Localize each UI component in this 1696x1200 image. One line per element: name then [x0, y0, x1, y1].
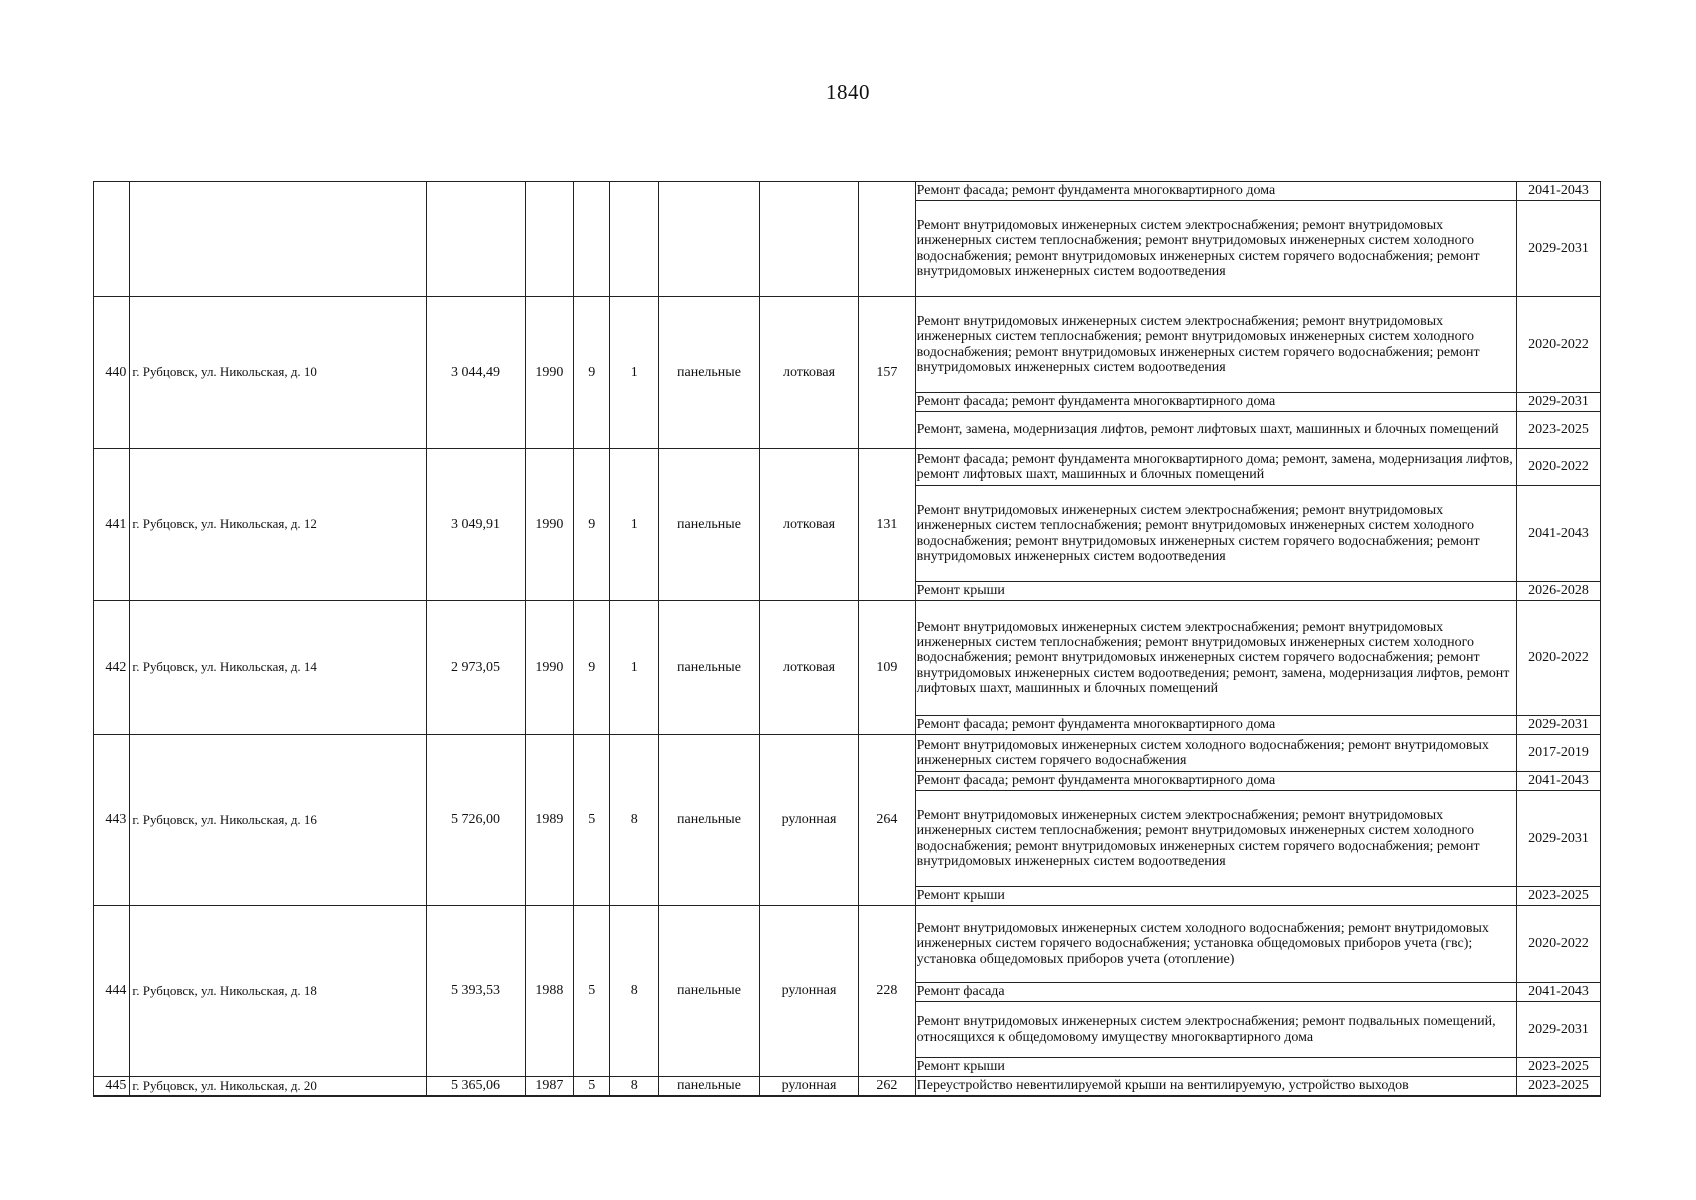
- table-row: [94, 182, 1601, 201]
- table-row: [94, 735, 1601, 772]
- repair-works-cell: Ремонт крыши: [915, 887, 1516, 906]
- building-residents: 109: [859, 601, 916, 735]
- repair-works-cell: Ремонт фасада; ремонт фундамента многоквартирного дома: [915, 716, 1516, 735]
- building-year: 1989: [525, 735, 574, 906]
- repair-period-cell: 2029-2031: [1517, 393, 1601, 412]
- repair-period-cell: 2020-2022: [1517, 601, 1601, 716]
- building-roof: рулонная: [760, 906, 859, 1077]
- repair-period-cell: 2041-2043: [1517, 182, 1601, 201]
- page-number: 1840: [826, 80, 870, 104]
- building-floors: 9: [574, 601, 610, 735]
- repair-period-cell: 2029-2031: [1517, 1002, 1601, 1058]
- building-entrances: [610, 182, 659, 297]
- building-residents: 228: [859, 906, 916, 1077]
- repair-period-cell: 2023-2025: [1517, 887, 1601, 906]
- repair-works-cell: Ремонт фасада; ремонт фундамента многоквартирного дома: [915, 182, 1516, 201]
- repair-works-cell: Ремонт фасада; ремонт фундамента многоквартирного дома: [915, 772, 1516, 791]
- building-floors: [574, 182, 610, 297]
- repair-period-cell: 2023-2025: [1517, 1077, 1601, 1096]
- repair-works-cell: Ремонт внутридомовых инженерных систем холодного водоснабжения; ремонт внутридомовых инженерных систем горячего водоснабжения; установка общедомовых приборов учета (гвс); установка общедомовых приборов учета (отопление): [915, 906, 1516, 983]
- building-year: 1990: [525, 449, 574, 601]
- repair-works-cell: Ремонт крыши: [915, 1058, 1516, 1077]
- building-number: 444: [94, 906, 130, 1077]
- building-residents: 264: [859, 735, 916, 906]
- repair-works-cell: Ремонт внутридомовых инженерных систем электроснабжения; ремонт внутридомовых инженерных систем теплоснабжения; ремонт внутридомовых инженерных систем холодного водоснабжения; ремонт внутридомовых инженерных систем горячего водоснабжения; ремонт внутридомовых инженерных систем водоотведения: [915, 297, 1516, 393]
- building-address: г. Рубцовск, ул. Никольская, д. 12: [130, 449, 426, 601]
- housing-repair-table: [93, 181, 1601, 1097]
- building-number: 441: [94, 449, 130, 601]
- building-number: 440: [94, 297, 130, 449]
- building-entrances: 8: [610, 1077, 659, 1096]
- building-roof: лотковая: [760, 601, 859, 735]
- repair-period-cell: 2041-2043: [1517, 983, 1601, 1002]
- building-entrances: 8: [610, 906, 659, 1077]
- building-walls: панельные: [658, 297, 759, 449]
- building-walls: панельные: [658, 735, 759, 906]
- building-area: 3 049,91: [426, 449, 525, 601]
- building-floors: 9: [574, 297, 610, 449]
- repair-period-cell: 2041-2043: [1517, 772, 1601, 791]
- building-address: г. Рубцовск, ул. Никольская, д. 18: [130, 906, 426, 1077]
- repair-period-cell: 2023-2025: [1517, 1058, 1601, 1077]
- building-floors: 9: [574, 449, 610, 601]
- building-roof: лотковая: [760, 297, 859, 449]
- building-walls: панельные: [658, 1077, 759, 1096]
- repair-period-cell: 2029-2031: [1517, 791, 1601, 887]
- building-area: 5 393,53: [426, 906, 525, 1077]
- repair-works-cell: Ремонт крыши: [915, 582, 1516, 601]
- building-residents: 262: [859, 1077, 916, 1096]
- building-area: [426, 182, 525, 297]
- building-floors: 5: [574, 906, 610, 1077]
- repair-works-cell: Ремонт внутридомовых инженерных систем электроснабжения; ремонт внутридомовых инженерных систем теплоснабжения; ремонт внутридомовых инженерных систем холодного водоснабжения; ремонт внутридомовых инженерных систем горячего водоснабжения; ремонт внутридомовых инженерных систем водоотведения; ремонт, замена, модернизация лифтов, ремонт лифтовых шахт, машинных и блочных помещений: [915, 601, 1516, 716]
- building-year: [525, 182, 574, 297]
- table-row: [94, 449, 1601, 486]
- building-number: 445: [94, 1077, 130, 1096]
- repair-works-cell: Ремонт внутридомовых инженерных систем электроснабжения; ремонт внутридомовых инженерных систем теплоснабжения; ремонт внутридомовых инженерных систем холодного водоснабжения; ремонт внутридомовых инженерных систем горячего водоснабжения; ремонт внутридомовых инженерных систем водоотведения: [915, 486, 1516, 582]
- building-number: [94, 182, 130, 297]
- building-roof: лотковая: [760, 449, 859, 601]
- building-address: г. Рубцовск, ул. Никольская, д. 10: [130, 297, 426, 449]
- building-entrances: 1: [610, 297, 659, 449]
- building-entrances: 8: [610, 735, 659, 906]
- building-area: 5 726,00: [426, 735, 525, 906]
- building-number: 443: [94, 735, 130, 906]
- repair-period-cell: 2026-2028: [1517, 582, 1601, 601]
- table-row: [94, 601, 1601, 716]
- building-address: г. Рубцовск, ул. Никольская, д. 16: [130, 735, 426, 906]
- building-roof: рулонная: [760, 1077, 859, 1096]
- building-area: 5 365,06: [426, 1077, 525, 1096]
- repair-works-cell: Ремонт внутридомовых инженерных систем холодного водоснабжения; ремонт внутридомовых инженерных систем горячего водоснабжения: [915, 735, 1516, 772]
- repair-works-cell: Ремонт фасада; ремонт фундамента многоквартирного дома; ремонт, замена, модернизация лифтов, ремонт лифтовых шахт, машинных и блочных помещений: [915, 449, 1516, 486]
- repair-period-cell: 2041-2043: [1517, 486, 1601, 582]
- repair-period-cell: 2029-2031: [1517, 716, 1601, 735]
- building-roof: рулонная: [760, 735, 859, 906]
- building-entrances: 1: [610, 449, 659, 601]
- building-year: 1988: [525, 906, 574, 1077]
- repair-works-cell: Ремонт внутридомовых инженерных систем электроснабжения; ремонт внутридомовых инженерных систем теплоснабжения; ремонт внутридомовых инженерных систем холодного водоснабжения; ремонт внутридомовых инженерных систем горячего водоснабжения; ремонт внутридомовых инженерных систем водоотведения: [915, 201, 1516, 297]
- table-row: [94, 906, 1601, 983]
- repair-works-cell: Ремонт внутридомовых инженерных систем электроснабжения; ремонт внутридомовых инженерных систем теплоснабжения; ремонт внутридомовых инженерных систем холодного водоснабжения; ремонт внутридомовых инженерных систем горячего водоснабжения; ремонт внутридомовых инженерных систем водоотведения: [915, 791, 1516, 887]
- table-row: [94, 297, 1601, 393]
- building-walls: [658, 182, 759, 297]
- repair-works-cell: Переустройство невентилируемой крыши на вентилируемую, устройство выходов: [915, 1077, 1516, 1096]
- repair-period-cell: 2023-2025: [1517, 412, 1601, 449]
- building-residents: 157: [859, 297, 916, 449]
- repair-period-cell: 2029-2031: [1517, 201, 1601, 297]
- building-year: 1990: [525, 601, 574, 735]
- repair-works-cell: Ремонт, замена, модернизация лифтов, ремонт лифтовых шахт, машинных и блочных помещений: [915, 412, 1516, 449]
- repair-period-cell: 2020-2022: [1517, 297, 1601, 393]
- repair-works-cell: Ремонт фасада; ремонт фундамента многоквартирного дома: [915, 393, 1516, 412]
- building-residents: 131: [859, 449, 916, 601]
- building-walls: панельные: [658, 906, 759, 1077]
- table-row: [94, 1077, 1601, 1096]
- repair-period-cell: 2020-2022: [1517, 449, 1601, 486]
- building-floors: 5: [574, 1077, 610, 1096]
- building-address: г. Рубцовск, ул. Никольская, д. 20: [130, 1077, 426, 1096]
- building-entrances: 1: [610, 601, 659, 735]
- repair-period-cell: 2020-2022: [1517, 906, 1601, 983]
- repair-period-cell: 2017-2019: [1517, 735, 1601, 772]
- building-residents: [859, 182, 916, 297]
- building-number: 442: [94, 601, 130, 735]
- building-area: 2 973,05: [426, 601, 525, 735]
- building-area: 3 044,49: [426, 297, 525, 449]
- repair-works-cell: Ремонт фасада: [915, 983, 1516, 1002]
- repair-works-cell: Ремонт внутридомовых инженерных систем электроснабжения; ремонт подвальных помещений, относящихся к общедомовому имуществу многоквартирного дома: [915, 1002, 1516, 1058]
- building-address: [130, 182, 426, 297]
- building-roof: [760, 182, 859, 297]
- building-address: г. Рубцовск, ул. Никольская, д. 14: [130, 601, 426, 735]
- building-year: 1990: [525, 297, 574, 449]
- building-floors: 5: [574, 735, 610, 906]
- building-walls: панельные: [658, 601, 759, 735]
- building-walls: панельные: [658, 449, 759, 601]
- building-year: 1987: [525, 1077, 574, 1096]
